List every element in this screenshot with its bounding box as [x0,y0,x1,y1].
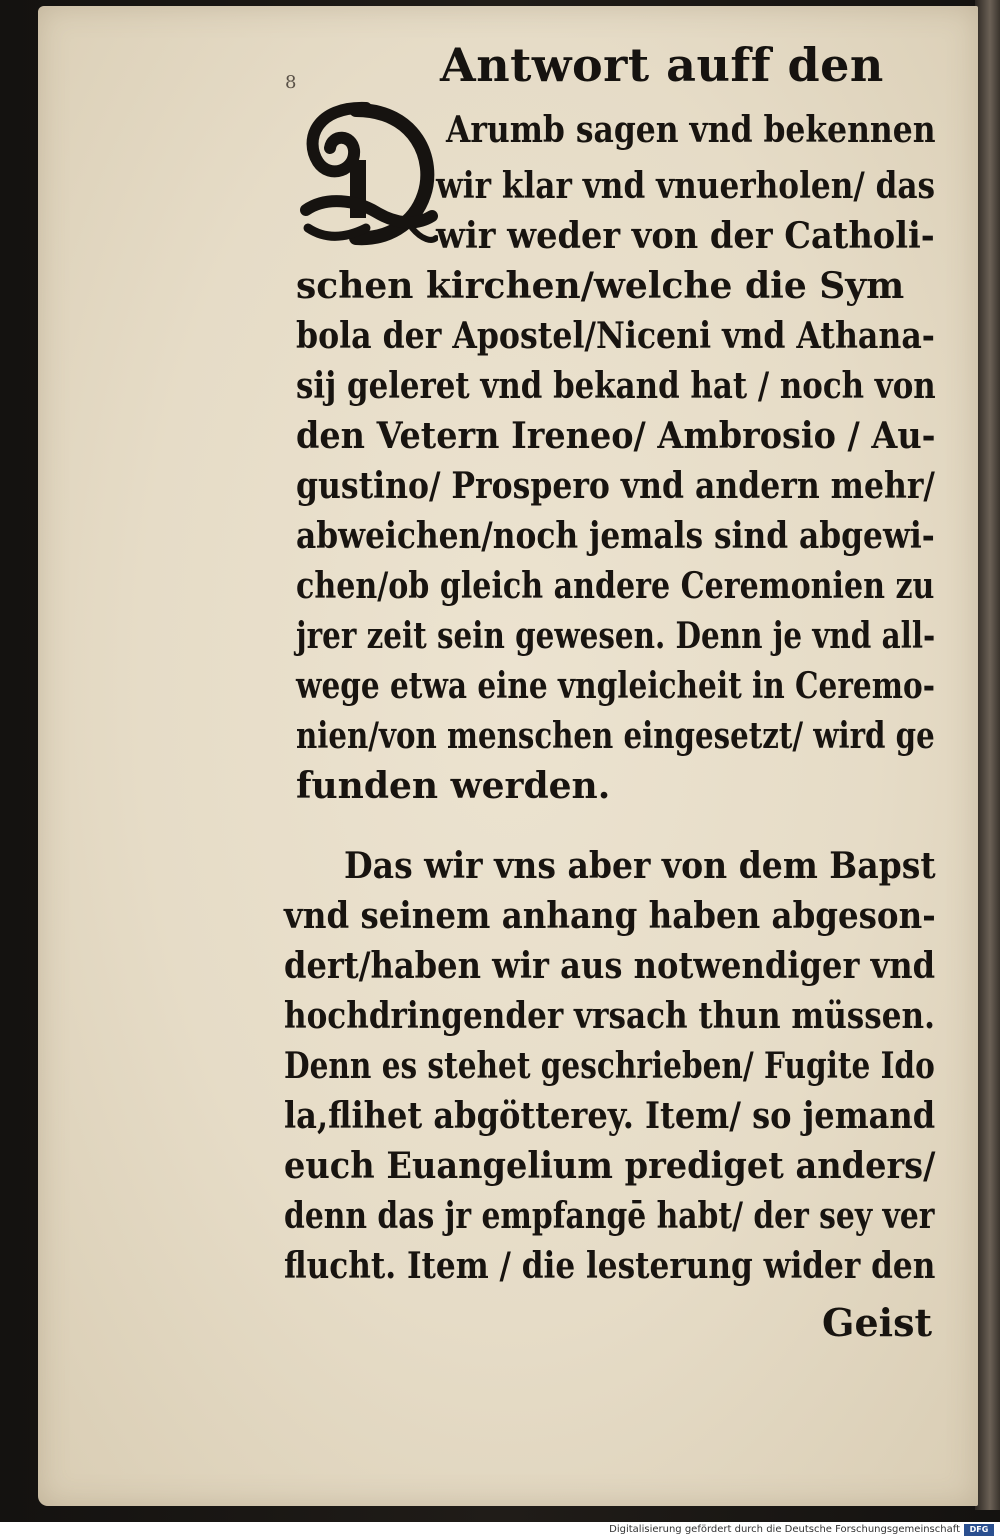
text-line: jrer zeit sein gewesen. Denn je vnd all- [296,615,936,657]
decorated-initial-d [296,100,438,250]
text-line: euch Euangelium prediget anders/ [284,1145,936,1187]
text-line: bola der Apostel/Niceni vnd Athana- [296,315,935,357]
text-line: Denn es stehet geschrieben/ Fugite Ido [284,1045,935,1087]
text-line: hochdringender vrsach thun müssen. [284,995,935,1037]
text-line: vnd seinem anhang haben abgeson- [284,895,936,937]
dfg-logo: DFG [964,1524,994,1536]
text-line: wir weder von der Catholi- [436,215,935,257]
running-head: Antwort auff den [440,38,884,92]
text-line: abweichen/noch jemals sind abgewi- [296,515,935,557]
book-edge [975,0,1000,1510]
text-line: la,flihet abgötterey. Item/ so jemand [284,1095,936,1137]
text-line: denn das jr empfangē habt/ der sey ver [284,1195,935,1237]
text-line: wege etwa eine vngleicheit in Ceremo- [296,665,935,707]
text-line: Das wir vns aber von dem Bapst [344,845,936,887]
text-line: chen/ob gleich andere Ceremonien zu [296,565,935,607]
text-line: den Vetern Ireneo/ Ambrosio / Au- [296,415,936,457]
text-line: flucht. Item / die lesterung wider den [284,1245,936,1287]
text-line: gustino/ Prospero vnd andern mehr/ [296,465,935,507]
digitization-credit: Digitalisierung gefördert durch die Deutsche Forschungsgemeinschaft [609,1524,960,1535]
text-line: funden werden. [296,765,611,807]
text-line: sij geleret vnd bekand hat / noch von [296,365,936,407]
text-line: nien/von menschen eingesetzt/ wird ge [296,715,935,757]
catchword: Geist [822,1300,933,1345]
text-line: wir klar vnd vnuerholen/ das [436,165,936,207]
text-line: dert/haben wir aus notwendiger vnd [284,945,936,987]
text-line: schen kirchen/welche die Sym [296,265,905,307]
text-line: Arumb sagen vnd bekennen [446,109,936,151]
page-number: 8 [285,72,297,93]
